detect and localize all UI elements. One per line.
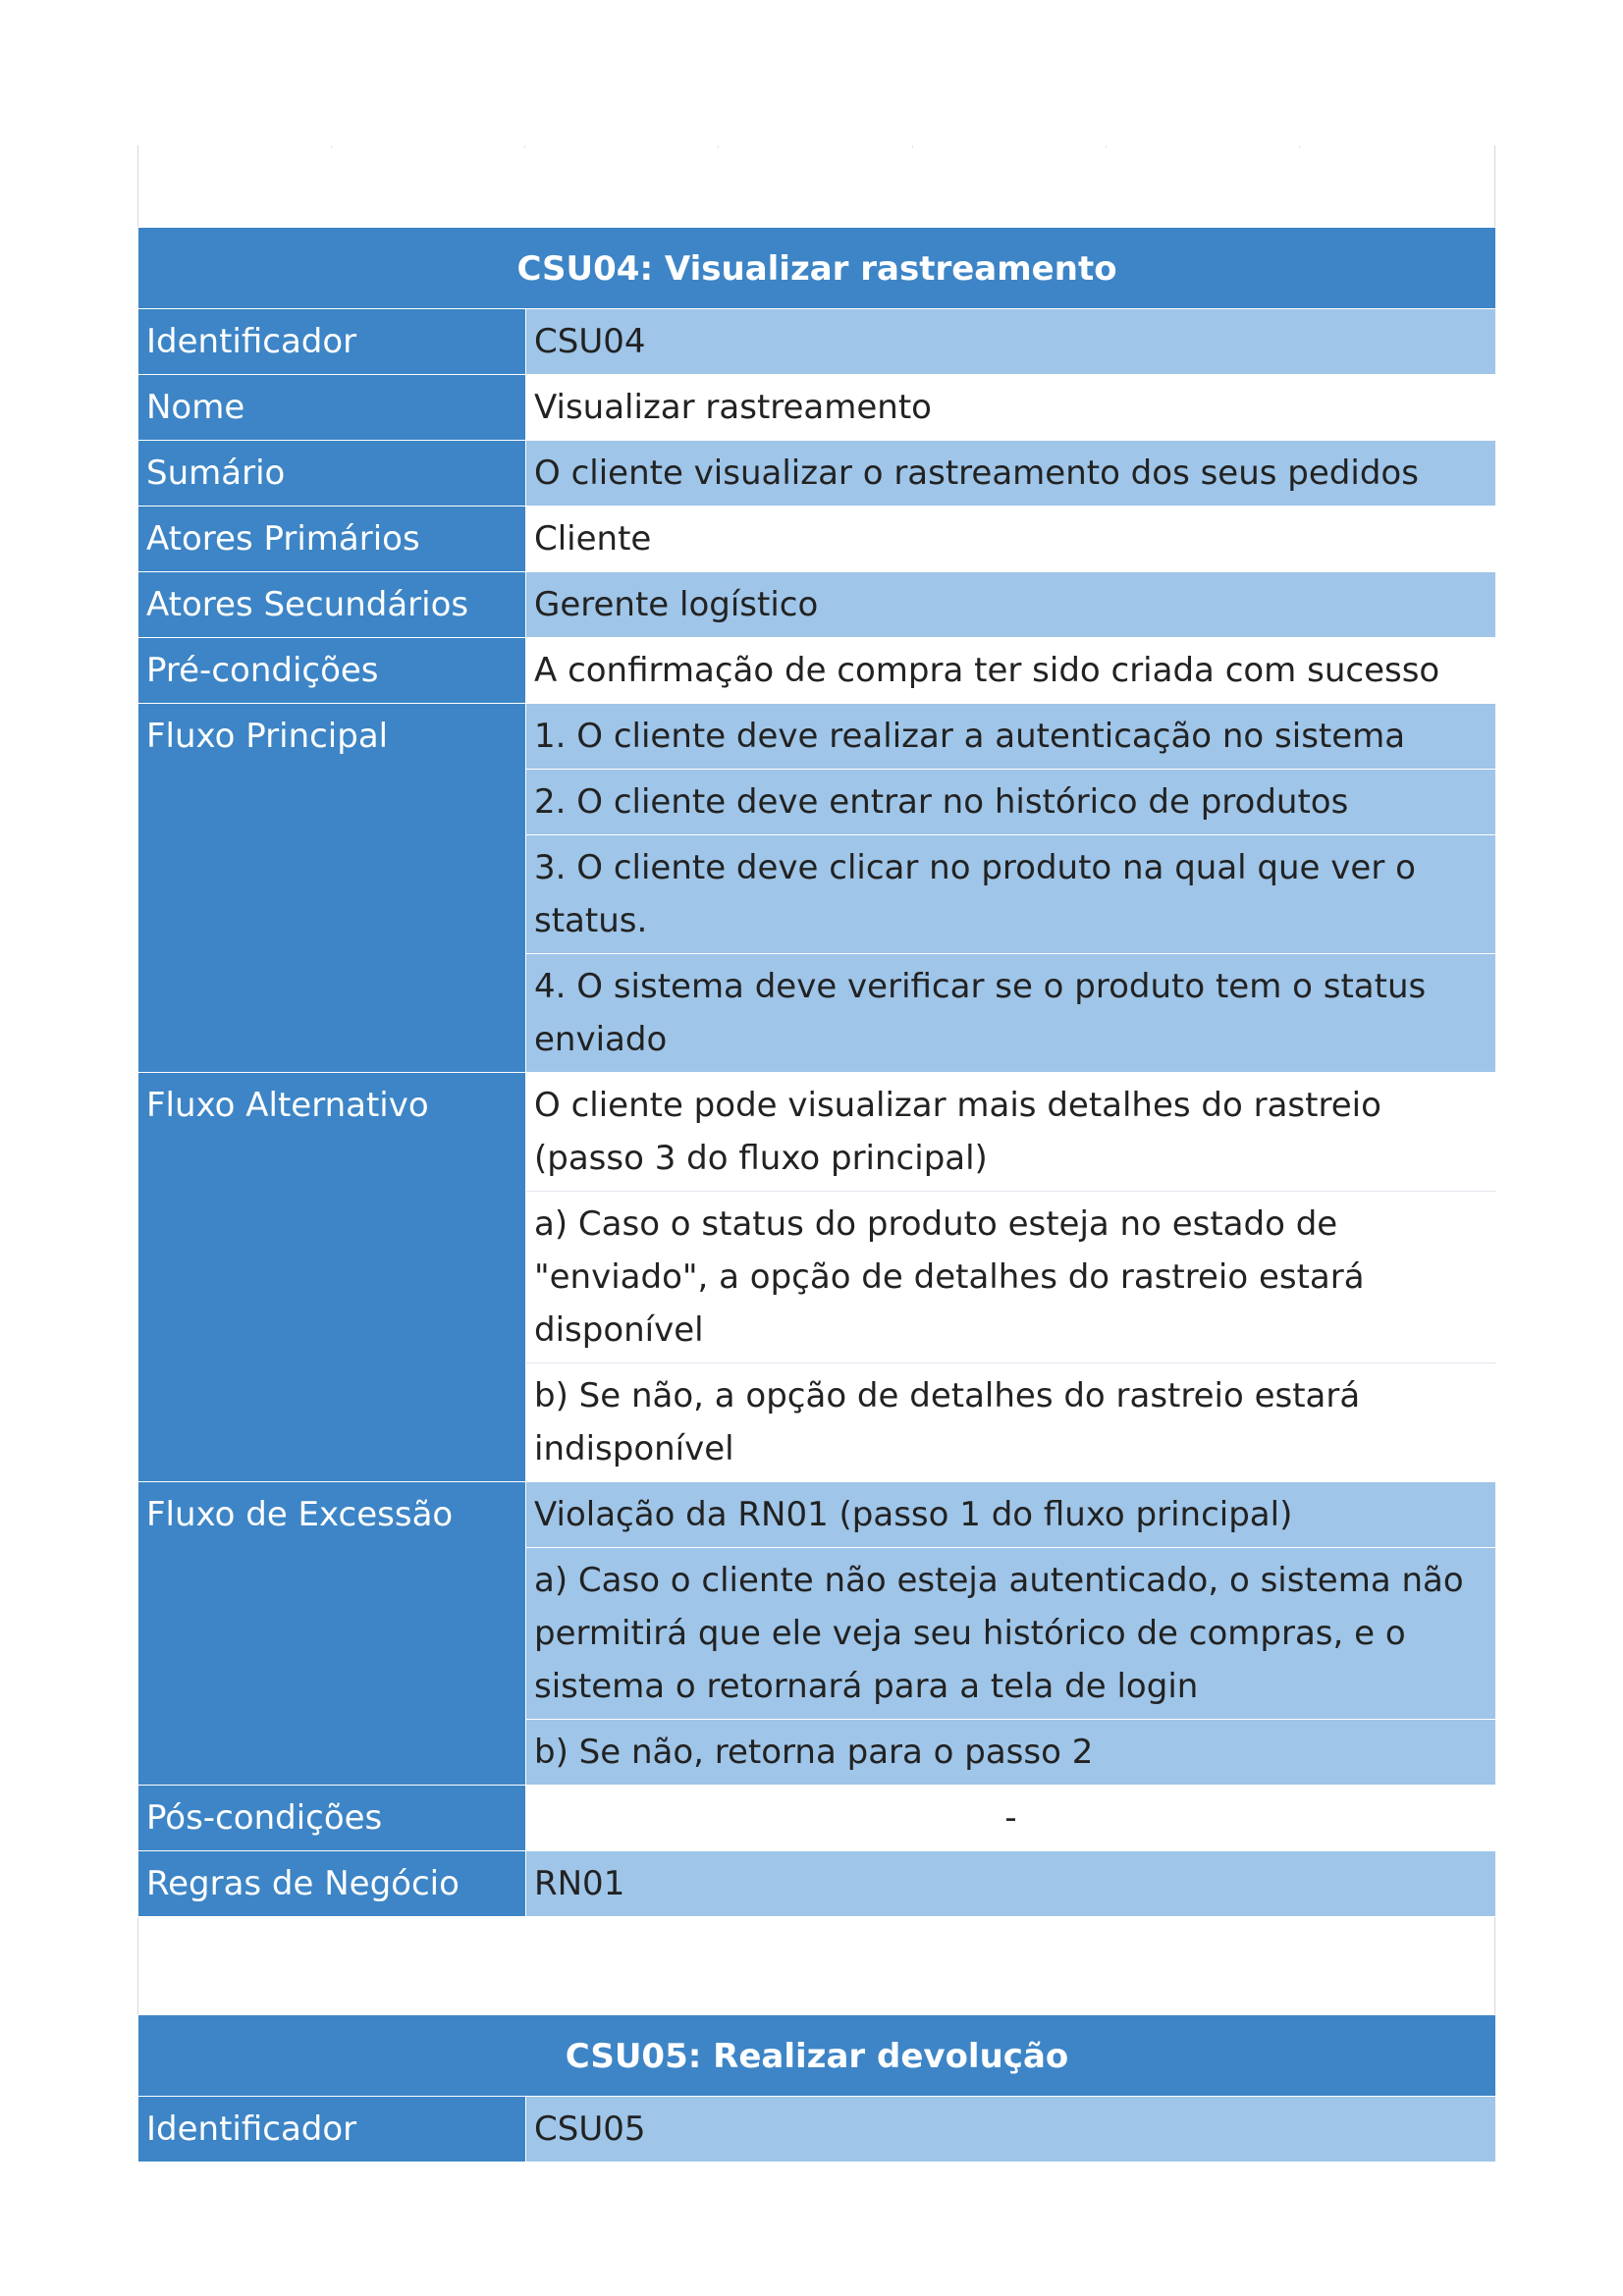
row-label: Fluxo de Excessão [138,1482,526,1786]
row-label: Fluxo Alternativo [138,1073,526,1482]
column-gridlines [137,145,1495,148]
flow-step: 4. O sistema deve verificar se o produto tem o status enviado [526,954,1496,1073]
table-title: CSU04: Visualizar rastreamento [138,228,1496,309]
table-row [138,638,1496,704]
row-value: Gerente logístico [526,572,1496,638]
flow-step: b) Se não, a opção de detalhes do rastreio estará indisponível [526,1363,1496,1482]
row-label: Pós-condições [138,1786,526,1851]
table-title-row [138,228,1496,309]
row-value: CSU04 [526,309,1496,375]
flow-step: O cliente pode visualizar mais detalhes do rastreio (passo 3 do fluxo principal) [526,1073,1496,1192]
flow-step: a) Caso o status do produto esteja no estado de "enviado", a opção de detalhes do rastreio estará disponível [526,1192,1496,1363]
row-value: Cliente [526,507,1496,572]
table-row [138,2097,1496,2163]
flow-step: Violação da RN01 (passo 1 do fluxo principal) [526,1482,1496,1548]
flow-step: 2. O cliente deve entrar no histórico de produtos [526,770,1496,835]
table-row [138,309,1496,375]
table-row [138,1786,1496,1851]
table-row [138,375,1496,441]
table-title: CSU05: Realizar devolução [138,2015,1496,2097]
flow-step: 3. O cliente deve clicar no produto na qual que ver o status. [526,835,1496,954]
row-label: Fluxo Principal [138,704,526,1073]
table-row [138,507,1496,572]
table-row [138,441,1496,507]
table-title-row [138,2015,1496,2097]
table-row [138,1851,1496,1917]
use-case-table-csu05 [137,2014,1496,2163]
flow-step: a) Caso o cliente não esteja autenticado, o sistema não permitirá que ele veja seu histórico de compras, e o sistema o retornará para a tela de login [526,1548,1496,1720]
use-case-table-csu04 [137,227,1496,1917]
table-row [138,572,1496,638]
table-row [138,704,1496,770]
row-value: A confirmação de compra ter sido criada com sucesso [526,638,1496,704]
row-label: Atores Primários [138,507,526,572]
row-value: CSU05 [526,2097,1496,2163]
row-value: O cliente visualizar o rastreamento dos seus pedidos [526,441,1496,507]
row-label: Regras de Negócio [138,1851,526,1917]
row-value: Visualizar rastreamento [526,375,1496,441]
flow-step: 1. O cliente deve realizar a autenticação no sistema [526,704,1496,770]
row-label: Nome [138,375,526,441]
row-value: RN01 [526,1851,1496,1917]
table-row [138,1073,1496,1192]
row-label: Identificador [138,309,526,375]
table-row [138,1482,1496,1548]
flow-step: b) Se não, retorna para o passo 2 [526,1720,1496,1786]
row-value: - [526,1786,1496,1851]
row-label: Atores Secundários [138,572,526,638]
row-label: Sumário [138,441,526,507]
row-label: Identificador [138,2097,526,2163]
row-label: Pré-condições [138,638,526,704]
